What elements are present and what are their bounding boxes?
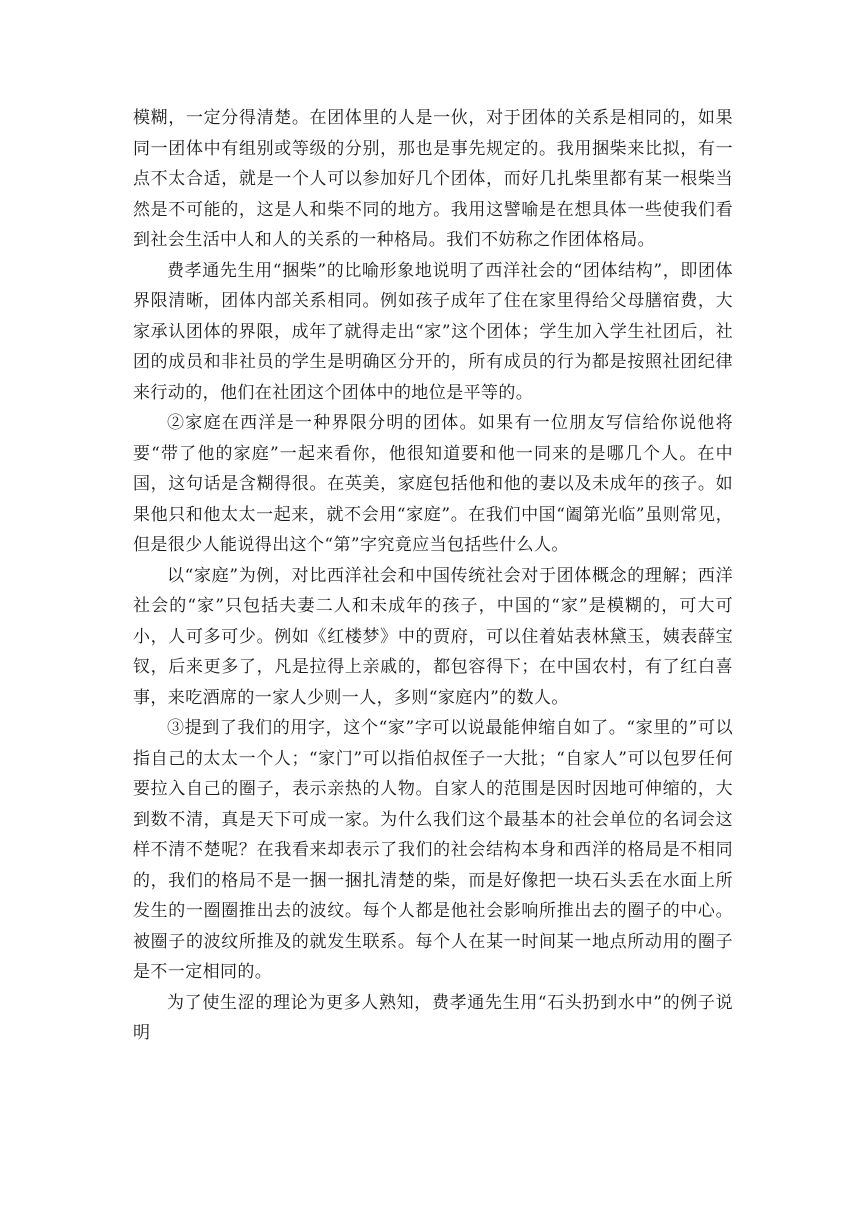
paragraph-continuation: 模糊，一定分得清楚。在团体里的人是一伙，对于团体的关系是相同的，如果同一团体中有组别或等级的分别，那也是事先规定的。我用捆柴来比拟，有一点不太合适，就是一个人可以参加好几个团体，而好几扎柴里都有某一根柴当然是不可能的，这是人和柴不同的地方。我用这譬喻是在想具体一些使我们看到社会生活中人和人的关系的一种格局。我们不妨称之作团体格局。 [133,108,733,250]
paragraph-family-comparison: 以“家庭”为例，对比西洋社会和中国传统社会对于团体概念的理解；西洋社会的“家”只包括夫妻二人和未成年的孩子，中国的“家”是模糊的，可大可小，人可多可少。例如《红楼梦》中的贾府，可以住着姑表林黛玉，姨表薛宝钗，后来更多了，凡是拉得上亲戚的，都包容得下；在中国农村，有了红白喜事，来吃酒席的一家人少则一人，多则“家庭内”的数人。 [133,565,733,708]
paragraph-stone-ripple: 为了使生涩的理论为更多人熟知，费孝通先生用“石头扔到水中”的例子说明 [133,992,733,1043]
paragraph-western-family: ②家庭在西洋是一种界限分明的团体。如果有一位朋友写信给你说他将要“带了他的家庭”一起来看你，他很知道要和他一同来的是哪几个人。在中国，这句话是含糊得很。在英美，家庭包括他和他的妻以及未成年的孩子。如果他只和他太太一起来，就不会用“家庭”。在我们中国“阖第光临”虽则常见，但是很少人能说得出这个“第”字究竟应当包括些什么人。 [133,413,733,555]
paragraph-jia-character: ③提到了我们的用字，这个“家”字可以说最能伸缩自如了。“家里的”可以指自己的太太一个人；“家门”可以指伯叔侄子一大批；“自家人”可以包罗任何要拉入自己的圈子，表示亲热的人物。自家人的范围是因时因地可伸缩的，大到数不清，真是天下可成一家。为什么我们这个最基本的社会单位的名词会这样不清不楚呢？在我看来却表示了我们的社会结构本身和西洋的格局是不相同的，我们的格局不是一捆一捆扎清楚的柴，而是好像把一块石头丢在水面上所发生的一圈圈推出去的波纹。每个人都是他社会影响所推出去的圈子的中心。被圈子的波纹所推及的就发生联系。每个人在某一时间某一地点所动用的圈子是不一定相同的。 [133,718,733,982]
paragraph-bundle-metaphor: 费孝通先生用“捆柴”的比喻形象地说明了西洋社会的“团体结构”，即团体界限清晰，团体内部关系相同。例如孩子成年了住在家里得给父母膳宿费，大家承认团体的界限，成年了就得走出“家”这个团体；学生加入学生社团后，社团的成员和非社员的学生是明确区分开的，所有成员的行为都是按照社团纪律来行动的，他们在社团这个团体中的地位是平等的。 [133,260,733,403]
document-body [133,103,733,1049]
